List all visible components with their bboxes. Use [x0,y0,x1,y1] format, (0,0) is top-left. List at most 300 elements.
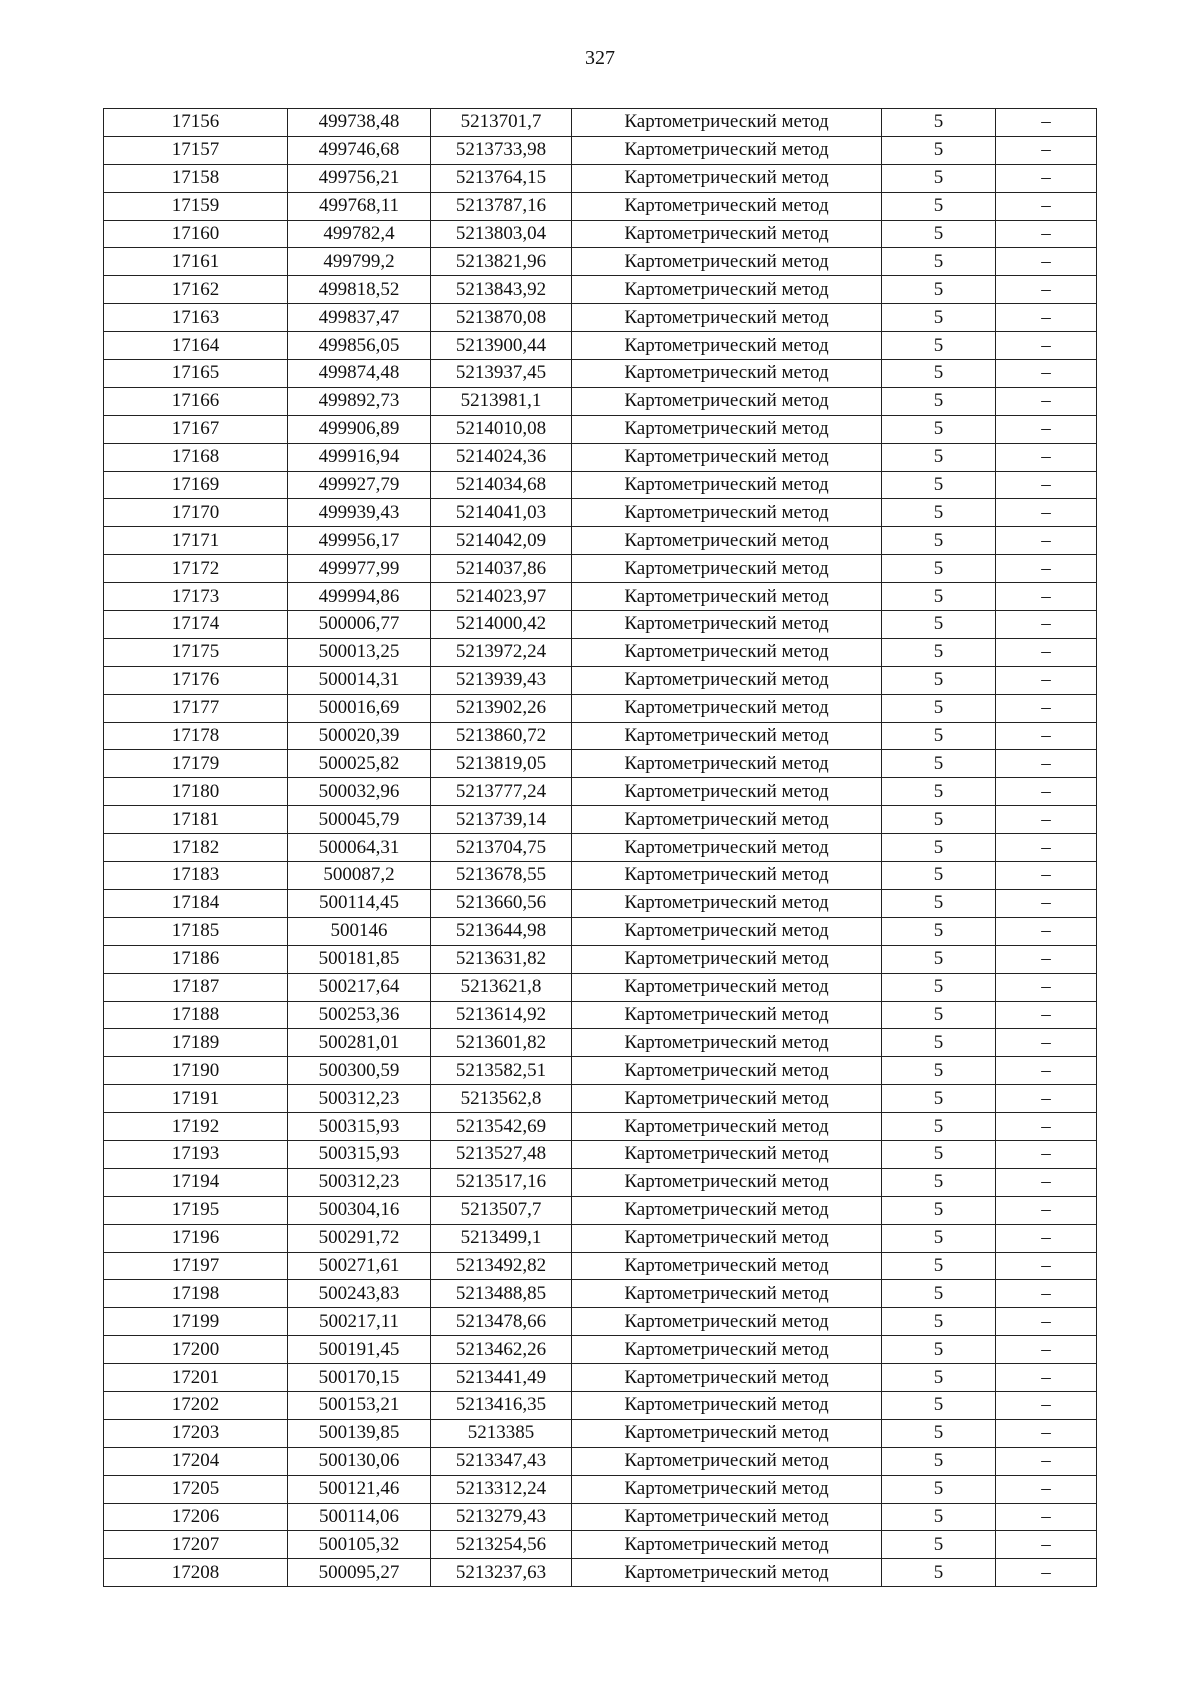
method-cell: Картометрический метод [572,778,882,806]
note-cell: – [996,1280,1097,1308]
note-cell: – [996,332,1097,360]
table-row [104,1057,1097,1085]
x-coordinate-cell: 500087,2 [288,862,431,890]
accuracy-cell: 5 [882,164,996,192]
table-row [104,889,1097,917]
method-cell: Картометрический метод [572,834,882,862]
x-coordinate-cell: 500146 [288,917,431,945]
accuracy-cell: 5 [882,415,996,443]
note-cell: – [996,638,1097,666]
method-cell: Картометрический метод [572,164,882,192]
accuracy-cell: 5 [882,1196,996,1224]
table-row [104,1001,1097,1029]
table-row [104,1336,1097,1364]
x-coordinate-cell: 500170,15 [288,1364,431,1392]
y-coordinate-cell: 5213733,98 [431,136,572,164]
y-coordinate-cell: 5213704,75 [431,834,572,862]
table-row [104,1419,1097,1447]
x-coordinate-cell: 500281,01 [288,1029,431,1057]
point-number-cell: 17183 [104,862,288,890]
note-cell: – [996,109,1097,137]
x-coordinate-cell: 500153,21 [288,1391,431,1419]
table-row [104,722,1097,750]
note-cell: – [996,1057,1097,1085]
y-coordinate-cell: 5213870,08 [431,304,572,332]
x-coordinate-cell: 500114,06 [288,1503,431,1531]
method-cell: Картометрический метод [572,638,882,666]
point-number-cell: 17185 [104,917,288,945]
y-coordinate-cell: 5213764,15 [431,164,572,192]
point-number-cell: 17197 [104,1252,288,1280]
y-coordinate-cell: 5214041,03 [431,499,572,527]
method-cell: Картометрический метод [572,917,882,945]
table-row [104,694,1097,722]
table-row [104,220,1097,248]
y-coordinate-cell: 5213312,24 [431,1475,572,1503]
table-row [104,862,1097,890]
note-cell: – [996,192,1097,220]
point-number-cell: 17173 [104,583,288,611]
x-coordinate-cell: 499994,86 [288,583,431,611]
point-number-cell: 17174 [104,611,288,639]
point-number-cell: 17178 [104,722,288,750]
y-coordinate-cell: 5213527,48 [431,1140,572,1168]
method-cell: Картометрический метод [572,973,882,1001]
y-coordinate-cell: 5213631,82 [431,945,572,973]
table-row [104,611,1097,639]
x-coordinate-cell: 499738,48 [288,109,431,137]
point-number-cell: 17168 [104,443,288,471]
method-cell: Картометрический метод [572,611,882,639]
table-row [104,1531,1097,1559]
x-coordinate-cell: 500064,31 [288,834,431,862]
point-number-cell: 17162 [104,276,288,304]
method-cell: Картометрический метод [572,666,882,694]
x-coordinate-cell: 500016,69 [288,694,431,722]
method-cell: Картометрический метод [572,1419,882,1447]
note-cell: – [996,1391,1097,1419]
accuracy-cell: 5 [882,1140,996,1168]
note-cell: – [996,1336,1097,1364]
x-coordinate-cell: 500304,16 [288,1196,431,1224]
table-row [104,415,1097,443]
x-coordinate-cell: 499856,05 [288,332,431,360]
y-coordinate-cell: 5213739,14 [431,806,572,834]
note-cell: – [996,889,1097,917]
method-cell: Картометрический метод [572,248,882,276]
method-cell: Картометрический метод [572,415,882,443]
table-row [104,527,1097,555]
table-row [104,778,1097,806]
y-coordinate-cell: 5213254,56 [431,1531,572,1559]
point-number-cell: 17196 [104,1224,288,1252]
point-number-cell: 17164 [104,332,288,360]
accuracy-cell: 5 [882,1113,996,1141]
note-cell: – [996,1224,1097,1252]
method-cell: Картометрический метод [572,1503,882,1531]
method-cell: Картометрический метод [572,1475,882,1503]
point-number-cell: 17177 [104,694,288,722]
x-coordinate-cell: 500032,96 [288,778,431,806]
x-coordinate-cell: 500020,39 [288,722,431,750]
accuracy-cell: 5 [882,248,996,276]
point-number-cell: 17188 [104,1001,288,1029]
y-coordinate-cell: 5214023,97 [431,583,572,611]
x-coordinate-cell: 500291,72 [288,1224,431,1252]
note-cell: – [996,527,1097,555]
table-row [104,1447,1097,1475]
point-number-cell: 17199 [104,1308,288,1336]
accuracy-cell: 5 [882,750,996,778]
x-coordinate-cell: 500217,11 [288,1308,431,1336]
y-coordinate-cell: 5213701,7 [431,109,572,137]
coordinates-table [103,108,1097,1587]
accuracy-cell: 5 [882,862,996,890]
y-coordinate-cell: 5213601,82 [431,1029,572,1057]
y-coordinate-cell: 5213843,92 [431,276,572,304]
table-row [104,973,1097,1001]
table-row [104,583,1097,611]
accuracy-cell: 5 [882,1336,996,1364]
accuracy-cell: 5 [882,1364,996,1392]
point-number-cell: 17195 [104,1196,288,1224]
note-cell: – [996,248,1097,276]
y-coordinate-cell: 5213972,24 [431,638,572,666]
note-cell: – [996,1168,1097,1196]
x-coordinate-cell: 499927,79 [288,471,431,499]
accuracy-cell: 5 [882,276,996,304]
accuracy-cell: 5 [882,1475,996,1503]
point-number-cell: 17190 [104,1057,288,1085]
point-number-cell: 17170 [104,499,288,527]
note-cell: – [996,415,1097,443]
table-row [104,443,1097,471]
point-number-cell: 17207 [104,1531,288,1559]
x-coordinate-cell: 499892,73 [288,387,431,415]
method-cell: Картометрический метод [572,443,882,471]
point-number-cell: 17189 [104,1029,288,1057]
y-coordinate-cell: 5213499,1 [431,1224,572,1252]
method-cell: Картометрический метод [572,945,882,973]
point-number-cell: 17192 [104,1113,288,1141]
accuracy-cell: 5 [882,387,996,415]
x-coordinate-cell: 499939,43 [288,499,431,527]
method-cell: Картометрический метод [572,555,882,583]
note-cell: – [996,499,1097,527]
point-number-cell: 17161 [104,248,288,276]
note-cell: – [996,694,1097,722]
method-cell: Картометрический метод [572,1252,882,1280]
accuracy-cell: 5 [882,666,996,694]
x-coordinate-cell: 500013,25 [288,638,431,666]
y-coordinate-cell: 5213860,72 [431,722,572,750]
method-cell: Картометрический метод [572,1280,882,1308]
method-cell: Картометрический метод [572,806,882,834]
accuracy-cell: 5 [882,471,996,499]
y-coordinate-cell: 5213614,92 [431,1001,572,1029]
y-coordinate-cell: 5213542,69 [431,1113,572,1141]
method-cell: Картометрический метод [572,1029,882,1057]
table-row [104,806,1097,834]
accuracy-cell: 5 [882,694,996,722]
table-row [104,304,1097,332]
point-number-cell: 17205 [104,1475,288,1503]
accuracy-cell: 5 [882,1391,996,1419]
point-number-cell: 17160 [104,220,288,248]
note-cell: – [996,1364,1097,1392]
y-coordinate-cell: 5213492,82 [431,1252,572,1280]
accuracy-cell: 5 [882,1280,996,1308]
x-coordinate-cell: 499818,52 [288,276,431,304]
accuracy-cell: 5 [882,611,996,639]
accuracy-cell: 5 [882,1503,996,1531]
method-cell: Картометрический метод [572,499,882,527]
accuracy-cell: 5 [882,527,996,555]
x-coordinate-cell: 499956,17 [288,527,431,555]
y-coordinate-cell: 5214037,86 [431,555,572,583]
point-number-cell: 17156 [104,109,288,137]
x-coordinate-cell: 500312,23 [288,1085,431,1113]
point-number-cell: 17157 [104,136,288,164]
method-cell: Картометрический метод [572,1001,882,1029]
x-coordinate-cell: 499874,48 [288,360,431,388]
point-number-cell: 17171 [104,527,288,555]
method-cell: Картометрический метод [572,694,882,722]
method-cell: Картометрический метод [572,583,882,611]
table-row [104,1252,1097,1280]
note-cell: – [996,666,1097,694]
y-coordinate-cell: 5213937,45 [431,360,572,388]
accuracy-cell: 5 [882,1224,996,1252]
accuracy-cell: 5 [882,555,996,583]
point-number-cell: 17202 [104,1391,288,1419]
note-cell: – [996,750,1097,778]
note-cell: – [996,722,1097,750]
table-row [104,945,1097,973]
x-coordinate-cell: 500095,27 [288,1559,431,1587]
table-row [104,109,1097,137]
y-coordinate-cell: 5213441,49 [431,1364,572,1392]
x-coordinate-cell: 500045,79 [288,806,431,834]
y-coordinate-cell: 5213819,05 [431,750,572,778]
method-cell: Картометрический метод [572,1140,882,1168]
x-coordinate-cell: 499782,4 [288,220,431,248]
x-coordinate-cell: 500315,93 [288,1113,431,1141]
y-coordinate-cell: 5214010,08 [431,415,572,443]
note-cell: – [996,945,1097,973]
point-number-cell: 17176 [104,666,288,694]
x-coordinate-cell: 499906,89 [288,415,431,443]
method-cell: Картометрический метод [572,1308,882,1336]
note-cell: – [996,136,1097,164]
method-cell: Картометрический метод [572,1057,882,1085]
table-row [104,638,1097,666]
note-cell: – [996,778,1097,806]
method-cell: Картометрический метод [572,1447,882,1475]
point-number-cell: 17179 [104,750,288,778]
table-row [104,834,1097,862]
note-cell: – [996,862,1097,890]
accuracy-cell: 5 [882,332,996,360]
x-coordinate-cell: 500025,82 [288,750,431,778]
accuracy-cell: 5 [882,1057,996,1085]
point-number-cell: 17167 [104,415,288,443]
table-row [104,750,1097,778]
accuracy-cell: 5 [882,638,996,666]
point-number-cell: 17169 [104,471,288,499]
table-row [104,1168,1097,1196]
method-cell: Картометрический метод [572,1364,882,1392]
x-coordinate-cell: 499837,47 [288,304,431,332]
table-row [104,164,1097,192]
note-cell: – [996,555,1097,583]
accuracy-cell: 5 [882,778,996,806]
x-coordinate-cell: 500181,85 [288,945,431,973]
y-coordinate-cell: 5213660,56 [431,889,572,917]
note-cell: – [996,360,1097,388]
accuracy-cell: 5 [882,917,996,945]
accuracy-cell: 5 [882,973,996,1001]
note-cell: – [996,1447,1097,1475]
note-cell: – [996,1308,1097,1336]
point-number-cell: 17201 [104,1364,288,1392]
y-coordinate-cell: 5213902,26 [431,694,572,722]
method-cell: Картометрический метод [572,192,882,220]
accuracy-cell: 5 [882,136,996,164]
x-coordinate-cell: 500300,59 [288,1057,431,1085]
table-row [104,332,1097,360]
method-cell: Картометрический метод [572,220,882,248]
method-cell: Картометрический метод [572,889,882,917]
accuracy-cell: 5 [882,1559,996,1587]
y-coordinate-cell: 5213347,43 [431,1447,572,1475]
point-number-cell: 17180 [104,778,288,806]
page-number: 327 [585,47,615,69]
method-cell: Картометрический метод [572,722,882,750]
table-row [104,1196,1097,1224]
table-row [104,499,1097,527]
note-cell: – [996,1475,1097,1503]
coordinates-table-body [104,109,1097,1587]
accuracy-cell: 5 [882,806,996,834]
point-number-cell: 17191 [104,1085,288,1113]
method-cell: Картометрический метод [572,1559,882,1587]
table-row [104,1391,1097,1419]
note-cell: – [996,220,1097,248]
point-number-cell: 17200 [104,1336,288,1364]
note-cell: – [996,1196,1097,1224]
table-row [104,248,1097,276]
method-cell: Картометрический метод [572,387,882,415]
y-coordinate-cell: 5213385 [431,1419,572,1447]
method-cell: Картометрический метод [572,1085,882,1113]
y-coordinate-cell: 5213678,55 [431,862,572,890]
table-row [104,1113,1097,1141]
y-coordinate-cell: 5213462,26 [431,1336,572,1364]
x-coordinate-cell: 500139,85 [288,1419,431,1447]
note-cell: – [996,1001,1097,1029]
table-row [104,276,1097,304]
accuracy-cell: 5 [882,945,996,973]
accuracy-cell: 5 [882,1168,996,1196]
x-coordinate-cell: 499977,99 [288,555,431,583]
point-number-cell: 17187 [104,973,288,1001]
point-number-cell: 17181 [104,806,288,834]
table-row [104,136,1097,164]
table-row [104,387,1097,415]
accuracy-cell: 5 [882,889,996,917]
method-cell: Картометрический метод [572,1391,882,1419]
x-coordinate-cell: 499799,2 [288,248,431,276]
accuracy-cell: 5 [882,1029,996,1057]
y-coordinate-cell: 5213821,96 [431,248,572,276]
note-cell: – [996,1085,1097,1113]
accuracy-cell: 5 [882,1252,996,1280]
accuracy-cell: 5 [882,109,996,137]
table-row [104,917,1097,945]
y-coordinate-cell: 5213237,63 [431,1559,572,1587]
x-coordinate-cell: 500130,06 [288,1447,431,1475]
x-coordinate-cell: 499768,11 [288,192,431,220]
y-coordinate-cell: 5214042,09 [431,527,572,555]
method-cell: Картометрический метод [572,1531,882,1559]
note-cell: – [996,276,1097,304]
y-coordinate-cell: 5213900,44 [431,332,572,360]
note-cell: – [996,1140,1097,1168]
method-cell: Картометрический метод [572,1196,882,1224]
table-row [104,192,1097,220]
accuracy-cell: 5 [882,834,996,862]
table-row [104,1308,1097,1336]
x-coordinate-cell: 500014,31 [288,666,431,694]
method-cell: Картометрический метод [572,332,882,360]
y-coordinate-cell: 5213562,8 [431,1085,572,1113]
table-row [104,1280,1097,1308]
x-coordinate-cell: 500105,32 [288,1531,431,1559]
note-cell: – [996,164,1097,192]
table-row [104,1364,1097,1392]
note-cell: – [996,1531,1097,1559]
accuracy-cell: 5 [882,220,996,248]
note-cell: – [996,1503,1097,1531]
point-number-cell: 17182 [104,834,288,862]
point-number-cell: 17158 [104,164,288,192]
y-coordinate-cell: 5213582,51 [431,1057,572,1085]
x-coordinate-cell: 500114,45 [288,889,431,917]
note-cell: – [996,1113,1097,1141]
table-row [104,1503,1097,1531]
x-coordinate-cell: 500006,77 [288,611,431,639]
note-cell: – [996,611,1097,639]
y-coordinate-cell: 5213517,16 [431,1168,572,1196]
method-cell: Картометрический метод [572,527,882,555]
note-cell: – [996,1559,1097,1587]
table-row [104,1029,1097,1057]
note-cell: – [996,1029,1097,1057]
accuracy-cell: 5 [882,360,996,388]
y-coordinate-cell: 5213939,43 [431,666,572,694]
note-cell: – [996,387,1097,415]
note-cell: – [996,304,1097,332]
x-coordinate-cell: 499746,68 [288,136,431,164]
accuracy-cell: 5 [882,192,996,220]
x-coordinate-cell: 500312,23 [288,1168,431,1196]
table-row [104,1559,1097,1587]
table-row [104,1140,1097,1168]
y-coordinate-cell: 5213803,04 [431,220,572,248]
table-row [104,1224,1097,1252]
accuracy-cell: 5 [882,304,996,332]
